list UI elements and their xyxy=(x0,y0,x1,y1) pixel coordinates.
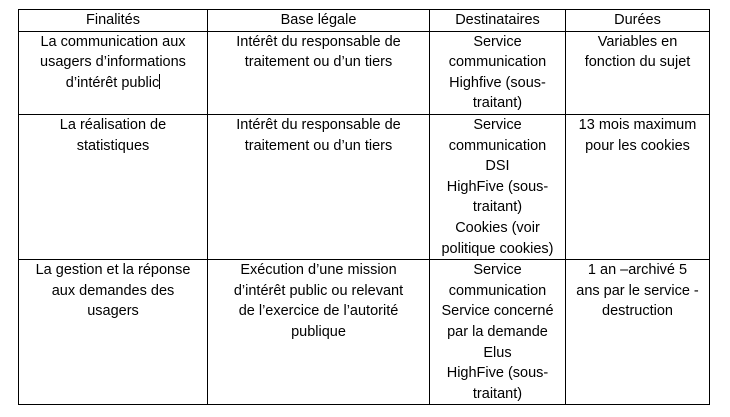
cell-line-text: d’intérêt public xyxy=(65,74,160,91)
cell-line: ans par le service - xyxy=(576,282,699,299)
cell-duree[interactable] xyxy=(566,260,710,405)
header-finalites: Finalités xyxy=(19,10,208,32)
cell-line: DSI xyxy=(485,158,510,175)
cell-line: traitement ou d’un tiers xyxy=(244,137,393,154)
cell-line: La réalisation de xyxy=(59,116,167,133)
cell-destinataires[interactable] xyxy=(430,260,566,405)
cell-line: aux demandes des xyxy=(51,282,175,299)
cell-line: politique cookies) xyxy=(441,240,554,257)
cell-line: d’intérêt public ou relevant xyxy=(233,282,404,299)
cell-line: par la demande xyxy=(447,323,548,340)
header-row xyxy=(19,10,710,32)
header-durees: Durées xyxy=(566,10,710,32)
cell-line: traitant) xyxy=(472,199,523,216)
cell-line: usagers xyxy=(87,303,139,320)
cell-line: La communication aux xyxy=(40,33,186,50)
cell-line: de l’exercice de l’autorité xyxy=(238,303,399,320)
cell-line: Highfive (sous- xyxy=(449,74,546,91)
cell-duree[interactable] xyxy=(566,31,710,114)
data-table xyxy=(18,9,710,405)
cell-line: publique xyxy=(291,323,346,340)
cell-line: Service xyxy=(473,116,522,133)
header-destinataires: Destinataires xyxy=(430,10,566,32)
cell-line: communication xyxy=(448,282,547,299)
cell-line: fonction du sujet xyxy=(584,54,691,71)
cell-line: Service xyxy=(473,33,522,50)
text-cursor xyxy=(159,74,160,89)
cell-line: Service xyxy=(473,262,522,279)
cell-finalite[interactable] xyxy=(19,260,208,405)
cell-line: HighFive (sous- xyxy=(446,178,549,195)
cell-line: statistiques xyxy=(76,137,150,154)
cell-line: usagers d’informations xyxy=(40,54,186,71)
cell-line: destruction xyxy=(602,303,673,320)
cell-line: pour les cookies xyxy=(585,137,690,154)
table-row xyxy=(19,31,710,114)
cell-line: Cookies (voir xyxy=(455,219,540,236)
cell-duree[interactable] xyxy=(566,114,710,259)
cell-line: Intérêt du responsable de xyxy=(236,116,401,133)
cell-line: communication xyxy=(448,137,547,154)
cell-line xyxy=(23,73,203,94)
cell-destinataires[interactable] xyxy=(430,114,566,259)
cell-line: traitant) xyxy=(472,385,523,402)
cell-base-legale[interactable] xyxy=(208,260,430,405)
cell-line: Service concerné xyxy=(441,303,554,320)
cell-line: Exécution d’une mission xyxy=(240,262,397,279)
cell-base-legale[interactable] xyxy=(208,31,430,114)
cell-line: 1 an –archivé 5 xyxy=(587,262,688,279)
cell-destinataires[interactable] xyxy=(430,31,566,114)
cell-finalite[interactable] xyxy=(19,114,208,259)
table-row xyxy=(19,260,710,405)
cell-base-legale[interactable] xyxy=(208,114,430,259)
cell-line: Variables en xyxy=(597,33,678,50)
cell-line: traitement ou d’un tiers xyxy=(244,54,393,71)
cell-line: traitant) xyxy=(472,95,523,112)
table-row xyxy=(19,114,710,259)
cell-finalite[interactable] xyxy=(19,31,208,114)
cell-line: 13 mois maximum xyxy=(578,116,697,133)
cell-line: Intérêt du responsable de xyxy=(236,33,401,50)
cell-line: communication xyxy=(448,54,547,71)
header-base-legale: Base légale xyxy=(208,10,430,32)
cell-line: La gestion et la réponse xyxy=(35,262,191,279)
cell-line: Elus xyxy=(483,344,512,361)
cell-line: HighFive (sous- xyxy=(446,365,549,382)
